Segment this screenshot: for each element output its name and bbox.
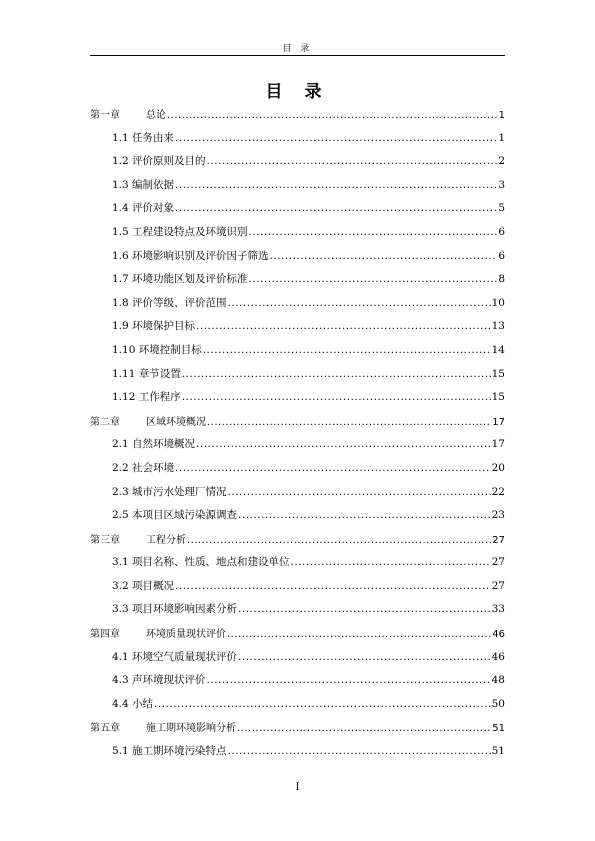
toc-chapter-number: 第一章	[90, 110, 120, 121]
toc-page-number: 8	[498, 273, 505, 286]
toc-section-entry[interactable]	[90, 436, 505, 460]
toc-page-number: 6	[498, 249, 505, 262]
dot-leader	[238, 603, 491, 615]
toc-page-number: 20	[491, 461, 505, 474]
toc-page-number: 6	[498, 225, 505, 238]
dot-leader	[203, 344, 491, 356]
toc-section-entry[interactable]	[90, 295, 505, 319]
toc-section-entry[interactable]	[90, 743, 505, 767]
toc-page-number: 14	[491, 343, 505, 356]
toc-page-number: 17	[492, 416, 505, 428]
toc-section-entry[interactable]	[90, 601, 505, 625]
toc-entry-title: 环境质量现状评价	[146, 629, 226, 641]
toc-section-entry[interactable]	[90, 177, 505, 201]
toc-page-number: 51	[491, 745, 505, 758]
toc-chapter-entry[interactable]	[90, 106, 505, 130]
toc-entry-title: 1.3 编制依据	[112, 178, 175, 191]
toc-page-number: 50	[491, 697, 505, 710]
toc-entry-title: 1.12 工作程序	[112, 391, 181, 404]
dot-leader	[196, 438, 491, 450]
dot-leader	[182, 391, 491, 403]
toc-page-number: 46	[491, 650, 505, 663]
toc-page-number: 2	[498, 155, 505, 168]
toc-section-entry[interactable]	[90, 342, 505, 366]
toc-section-entry[interactable]	[90, 130, 505, 154]
toc-page-number: 15	[491, 367, 505, 380]
toc-chapter-entry[interactable]	[90, 719, 505, 743]
dot-leader	[175, 462, 491, 474]
toc-entry-title: 1.8 评价等级、评价范围	[112, 296, 227, 309]
dot-leader	[249, 226, 498, 238]
toc-entry-title: 2.1 自然环境概况	[112, 438, 196, 451]
toc-entry-title: 1.5 工程建设特点及环境识别	[112, 225, 248, 238]
dot-leader	[154, 698, 491, 710]
toc-page-number: 23	[491, 509, 505, 522]
dot-leader	[175, 132, 497, 144]
dot-leader	[228, 486, 491, 498]
dot-leader	[207, 674, 491, 686]
dot-leader	[175, 202, 497, 214]
toc-section-entry[interactable]	[90, 271, 505, 295]
toc-entry-title: 1.2 评价原则及目的	[112, 155, 206, 168]
toc-page-number: 27	[491, 556, 505, 569]
dot-leader	[207, 417, 491, 428]
toc-page-number: 13	[491, 320, 505, 333]
table-of-contents	[90, 106, 505, 767]
toc-chapter-entry[interactable]	[90, 531, 505, 555]
toc-entry-title: 1.4 评价对象	[112, 202, 175, 215]
toc-section-entry[interactable]	[90, 578, 505, 602]
toc-entry-title: 3.2 项目概况	[112, 579, 175, 592]
toc-entry-title: 4.4 小结	[112, 697, 154, 710]
toc-section-entry[interactable]	[90, 460, 505, 484]
toc-section-entry[interactable]	[90, 366, 505, 390]
dot-leader	[228, 745, 491, 757]
dot-leader	[228, 297, 491, 309]
toc-section-entry[interactable]	[90, 224, 505, 248]
toc-entry-title: 1.9 环境保护目标	[112, 320, 196, 333]
toc-page-number: 48	[491, 674, 505, 687]
toc-entry-title: 4.3 声环境现状评价	[112, 674, 206, 687]
toc-chapter-number: 第二章	[90, 416, 120, 428]
toc-section-entry[interactable]	[90, 696, 505, 720]
toc-page-number: 5	[498, 202, 505, 215]
dot-leader	[227, 629, 491, 640]
toc-entry-title: 工程分析	[146, 534, 186, 546]
toc-page-number: 46	[492, 629, 505, 641]
dot-leader	[237, 723, 491, 734]
page-title: 目 录	[265, 82, 330, 102]
toc-page-number: 10	[491, 296, 505, 309]
toc-section-entry[interactable]	[90, 248, 505, 272]
toc-section-entry[interactable]	[90, 318, 505, 342]
toc-entry-title: 1.7 环境功能区划及评价标准	[112, 273, 248, 286]
toc-section-entry[interactable]	[90, 672, 505, 696]
toc-entry-title: 5.1 施工期环境污染特点	[112, 745, 227, 758]
toc-page-number: 1	[498, 131, 505, 144]
toc-section-entry[interactable]	[90, 153, 505, 177]
running-header: 目 录	[282, 44, 313, 54]
toc-chapter-number: 第五章	[90, 723, 120, 735]
header-rule	[90, 55, 505, 56]
toc-entry-title: 1.6 环境影响识别及评价因子筛选	[112, 249, 269, 262]
toc-entry-title: 3.1 项目名称、性质、地点和建设单位	[112, 556, 290, 569]
toc-page-number: 17	[491, 438, 505, 451]
toc-entry-title: 1.1 任务由来	[112, 131, 175, 144]
toc-entry-title: 2.2 社会环境	[112, 461, 175, 474]
toc-entry-title: 3.3 项目环境影响因素分析	[112, 603, 238, 616]
toc-chapter-number: 第三章	[90, 534, 120, 546]
dot-leader	[182, 368, 491, 380]
toc-entry-title: 施工期环境影响分析	[146, 723, 236, 735]
toc-page-number: 27	[492, 534, 505, 546]
toc-entry-title: 1.11 章节设置	[112, 367, 181, 380]
dot-leader	[196, 320, 491, 332]
toc-page-number: 3	[498, 178, 505, 191]
toc-page-number: 33	[491, 603, 505, 616]
page-number: I	[295, 782, 300, 793]
toc-page-number: 1	[498, 110, 505, 121]
toc-chapter-number: 第四章	[90, 629, 120, 641]
dot-leader	[167, 110, 498, 121]
toc-entry-title: 2.5 本项目区域污染源调查	[112, 509, 238, 522]
toc-section-entry[interactable]	[90, 200, 505, 224]
dot-leader	[175, 179, 497, 191]
toc-page-number: 51	[492, 723, 505, 735]
toc-section-entry[interactable]	[90, 484, 505, 508]
dot-leader	[291, 556, 491, 568]
toc-section-entry[interactable]	[90, 389, 505, 413]
toc-page-number: 22	[491, 485, 505, 498]
toc-page-number: 27	[491, 579, 505, 592]
toc-entry-title: 总论	[146, 110, 166, 121]
toc-entry-title: 区域环境概况	[146, 416, 206, 428]
toc-chapter-entry[interactable]	[90, 625, 505, 649]
toc-section-entry[interactable]	[90, 507, 505, 531]
toc-section-entry[interactable]	[90, 554, 505, 578]
toc-entry-title: 4.1 环境空气质量现状评价	[112, 650, 238, 663]
dot-leader	[175, 580, 491, 592]
dot-leader	[270, 250, 498, 262]
dot-leader	[207, 155, 498, 167]
toc-entry-title: 2.3 城市污水处理厂情况	[112, 485, 227, 498]
dot-leader	[249, 273, 498, 285]
toc-entry-title: 1.10 环境控制目标	[112, 343, 202, 356]
dot-leader	[238, 651, 491, 663]
dot-leader	[187, 535, 491, 546]
toc-section-entry[interactable]	[90, 649, 505, 673]
toc-page-number: 15	[491, 391, 505, 404]
dot-leader	[238, 509, 491, 521]
toc-chapter-entry[interactable]	[90, 413, 505, 437]
